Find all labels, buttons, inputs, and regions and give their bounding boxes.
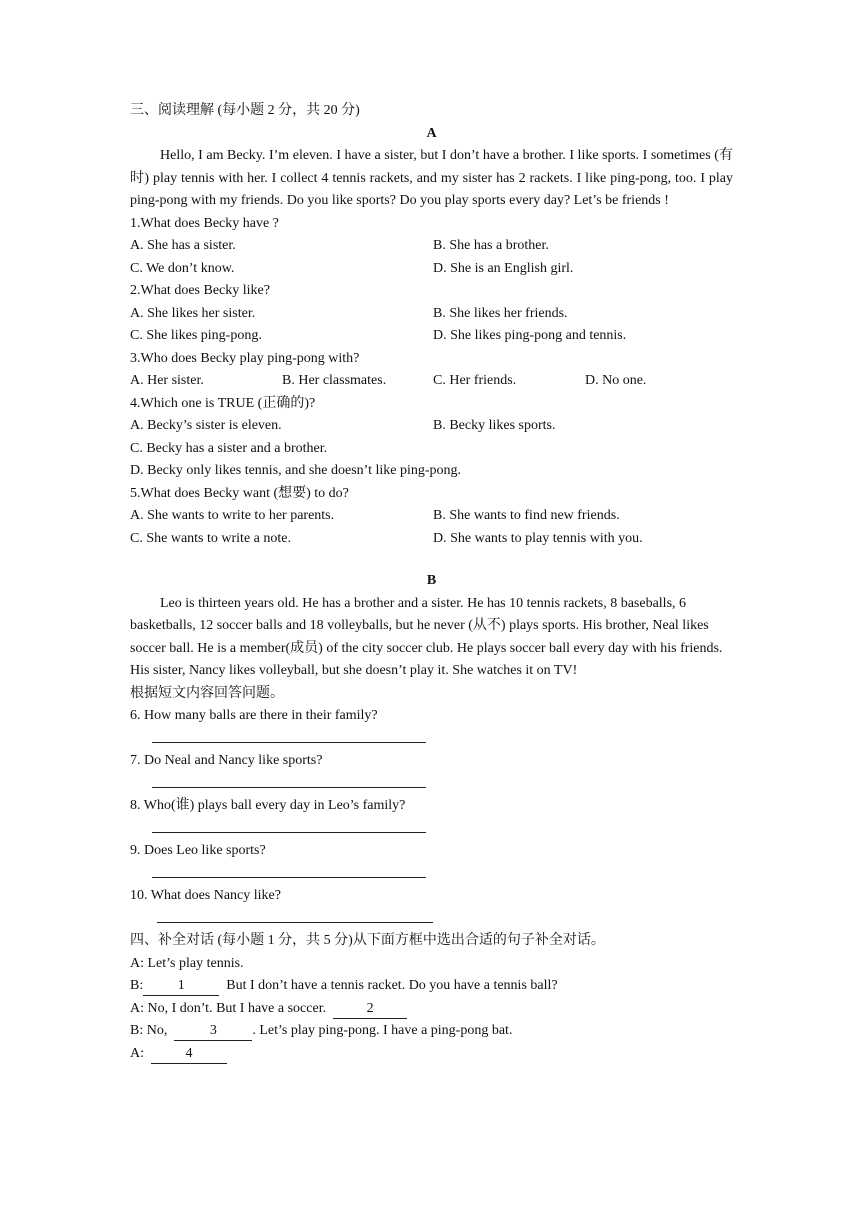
question-4-options-row-1 bbox=[130, 415, 733, 438]
passage-b-heading: B bbox=[426, 573, 437, 588]
passage-b-instruction: 根据短文内容回答问题。 bbox=[130, 685, 284, 701]
option-4d: D. Becky only likes tennis, and she doesn’t like ping-pong. bbox=[130, 463, 462, 478]
dialogue-line-3-text: A: No, I don’t. But I have a soccer. bbox=[130, 1000, 334, 1016]
passage-b-text: Leo is thirteen years old. He has a brother and a sister. He has 10 tennis rackets, 8 baseballs, 6 basketballs, 12 soccer balls and 18 volleyballs, but he never (从不) plays sports. His brother, Neal likes soccer ball. He is a member(成员) of the city soccer club. He plays soccer ball every day with his friends. His sister, Nancy likes volleyball, but she doesn’t play it. She watches it on TV! bbox=[130, 595, 723, 678]
dialogue-blank-3[interactable]: 3 bbox=[174, 1022, 252, 1041]
option-4a: A. Becky’s sister is eleven. bbox=[130, 418, 282, 433]
dialogue-line-2-text: But I don’t have a tennis racket. Do you have a tennis ball? bbox=[219, 978, 558, 993]
option-3a: A. Her sister. bbox=[130, 373, 204, 388]
option-1d: D. She is an English girl. bbox=[433, 260, 574, 276]
question-5-options-row-1 bbox=[130, 505, 733, 528]
option-3c: C. Her friends. bbox=[433, 373, 517, 388]
option-1c: C. We don’t know. bbox=[130, 260, 235, 276]
dialogue-blank-1[interactable]: 1 bbox=[143, 977, 219, 996]
question-3-options-row bbox=[130, 370, 733, 393]
dialogue-line-3 bbox=[130, 998, 733, 1021]
dialogue-line-1: A: Let’s play tennis. bbox=[130, 955, 244, 971]
question-8: 8. Who(谁) plays ball every day in Leo’s family? bbox=[130, 798, 406, 813]
exam-page bbox=[130, 100, 733, 1065]
option-3b: B. Her classmates. bbox=[282, 373, 387, 388]
dialogue-line-4-prefix: B: No, bbox=[130, 1023, 175, 1038]
spacer bbox=[130, 550, 733, 570]
option-2c: C. She likes ping-pong. bbox=[130, 328, 262, 343]
question-5-stem: 5.What does Becky want (想要) to do? bbox=[130, 485, 349, 501]
option-4c: C. Becky has a sister and a brother. bbox=[130, 440, 328, 456]
option-2b: B. She likes her friends. bbox=[433, 305, 568, 321]
section-3-title: 三、阅读理解 (每小题 2 分，共 20 分) bbox=[130, 103, 360, 118]
section-4-title: 四、补全对话 (每小题 1 分，共 5 分)从下面方框中选出合适的句子补全对话。 bbox=[130, 933, 605, 948]
question-4-stem: 4.Which one is TRUE (正确的)? bbox=[130, 395, 316, 411]
question-1-options-row-2 bbox=[130, 258, 733, 281]
question-2-options-row-2 bbox=[130, 325, 733, 348]
option-5a: A. She wants to write to her parents. bbox=[130, 508, 335, 523]
question-9: 9. Does Leo like sports? bbox=[130, 843, 266, 858]
dialogue-line-2 bbox=[130, 975, 733, 998]
answer-blank-7[interactable] bbox=[130, 773, 733, 796]
answer-blank-6[interactable] bbox=[130, 728, 733, 751]
question-3-stem: 3.Who does Becky play ping-pong with? bbox=[130, 350, 360, 366]
question-6: 6. How many balls are there in their family? bbox=[130, 708, 378, 723]
question-2-stem: 2.What does Becky like? bbox=[130, 283, 270, 298]
dialogue-blank-4[interactable]: 4 bbox=[151, 1045, 227, 1064]
dialogue-line-5-prefix: A: bbox=[130, 1045, 151, 1061]
dialogue-line-4-text: . Let’s play ping-pong. I have a ping-pong bat. bbox=[252, 1023, 513, 1038]
question-10: 10. What does Nancy like? bbox=[130, 888, 281, 903]
question-1-options-row-1 bbox=[130, 235, 733, 258]
question-7: 7. Do Neal and Nancy like sports? bbox=[130, 753, 323, 768]
dialogue-speaker-b: B: bbox=[130, 978, 144, 993]
option-2d: D. She likes ping-pong and tennis. bbox=[433, 328, 627, 343]
option-5d: D. She wants to play tennis with you. bbox=[433, 530, 643, 546]
dialogue-line-5 bbox=[130, 1043, 733, 1066]
answer-blank-9[interactable] bbox=[130, 863, 733, 886]
dialogue-blank-2[interactable]: 2 bbox=[333, 1000, 407, 1019]
question-1-stem: 1.What does Becky have ? bbox=[130, 215, 279, 231]
option-3d: D. No one. bbox=[585, 373, 647, 388]
passage-a-text: Hello, I am Becky. I’m eleven. I have a sister, but I don’t have a brother. I like sports. I sometimes (有时) play tennis with her. I collect 4 tennis rackets, and my sister has 2 rackets. I like ping-pong, too. I play ping-pong with my friends. Do you like sports? Do you play sports every day? Let’s be friends ! bbox=[130, 148, 733, 208]
option-2a: A. She likes her sister. bbox=[130, 305, 256, 321]
option-5c: C. She wants to write a note. bbox=[130, 530, 291, 546]
dialogue-line-4 bbox=[130, 1020, 733, 1043]
question-5-options-row-2 bbox=[130, 528, 733, 551]
option-1a: A. She has a sister. bbox=[130, 238, 236, 253]
answer-blank-8[interactable] bbox=[130, 818, 733, 841]
option-1b: B. She has a brother. bbox=[433, 238, 549, 253]
passage-a-heading: A bbox=[426, 125, 437, 141]
answer-blank-10[interactable] bbox=[130, 908, 733, 931]
option-5b: B. She wants to find new friends. bbox=[433, 508, 620, 523]
question-2-options-row-1 bbox=[130, 303, 733, 326]
option-4b: B. Becky likes sports. bbox=[433, 418, 556, 433]
